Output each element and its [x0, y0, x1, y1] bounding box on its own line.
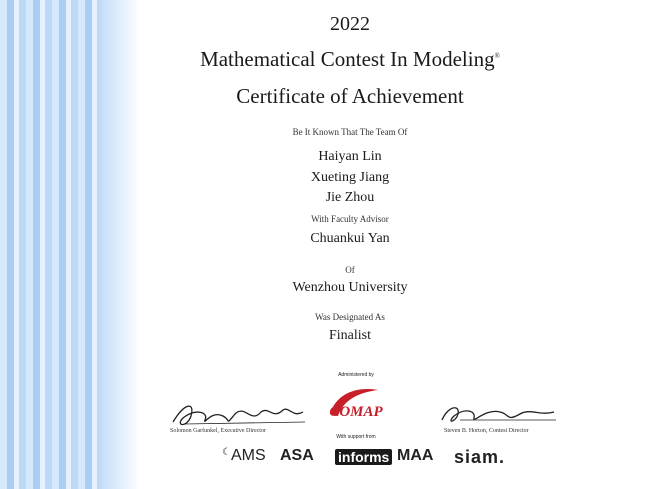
team-member-1: Haiyan Lin [318, 149, 382, 164]
designation-label: Was Designated As [315, 312, 385, 322]
asa-logo: ASA [280, 447, 314, 464]
left-signature-caption: Solomon Garfunkel, Executive Director [170, 428, 266, 434]
contest-name [110, 47, 590, 72]
administered-by-label: Administered by [338, 372, 374, 378]
of-label: Of [345, 265, 355, 275]
team-member-2: Xueting Jiang [310, 170, 390, 185]
certificate-title: Certificate of Achievement [236, 84, 464, 108]
advisor-label: With Faculty Advisor [311, 214, 389, 224]
advisor-name: Chuankui Yan [310, 231, 390, 246]
comap-block [322, 372, 390, 442]
comap-logo-text: COMAP [329, 404, 383, 420]
left-signature [165, 398, 315, 432]
contest-name-text: Mathematical Contest In Modeling [200, 47, 495, 71]
siam-logo: siam. [454, 447, 506, 467]
comap-logo [322, 380, 390, 428]
maa-logo: MAA [397, 447, 434, 464]
certificate-year: 2022 [330, 13, 370, 35]
right-signature [430, 398, 560, 432]
sponsor-logos [222, 447, 522, 469]
right-signature-caption: Steven B. Horton, Contest Director [444, 428, 529, 434]
ams-logo: ☾AMS [222, 447, 266, 464]
team-member-3: Jie Zhou [325, 190, 375, 205]
award-designation: Finalist [328, 328, 371, 343]
intro-text: Be It Known That The Team Of [292, 127, 408, 137]
registered-mark: ® [494, 52, 500, 60]
informs-logo: informs [335, 449, 392, 465]
institution-name: Wenzhou University [292, 280, 408, 295]
support-from-label: With support from [336, 434, 376, 440]
decorative-border-stripes [0, 0, 100, 489]
